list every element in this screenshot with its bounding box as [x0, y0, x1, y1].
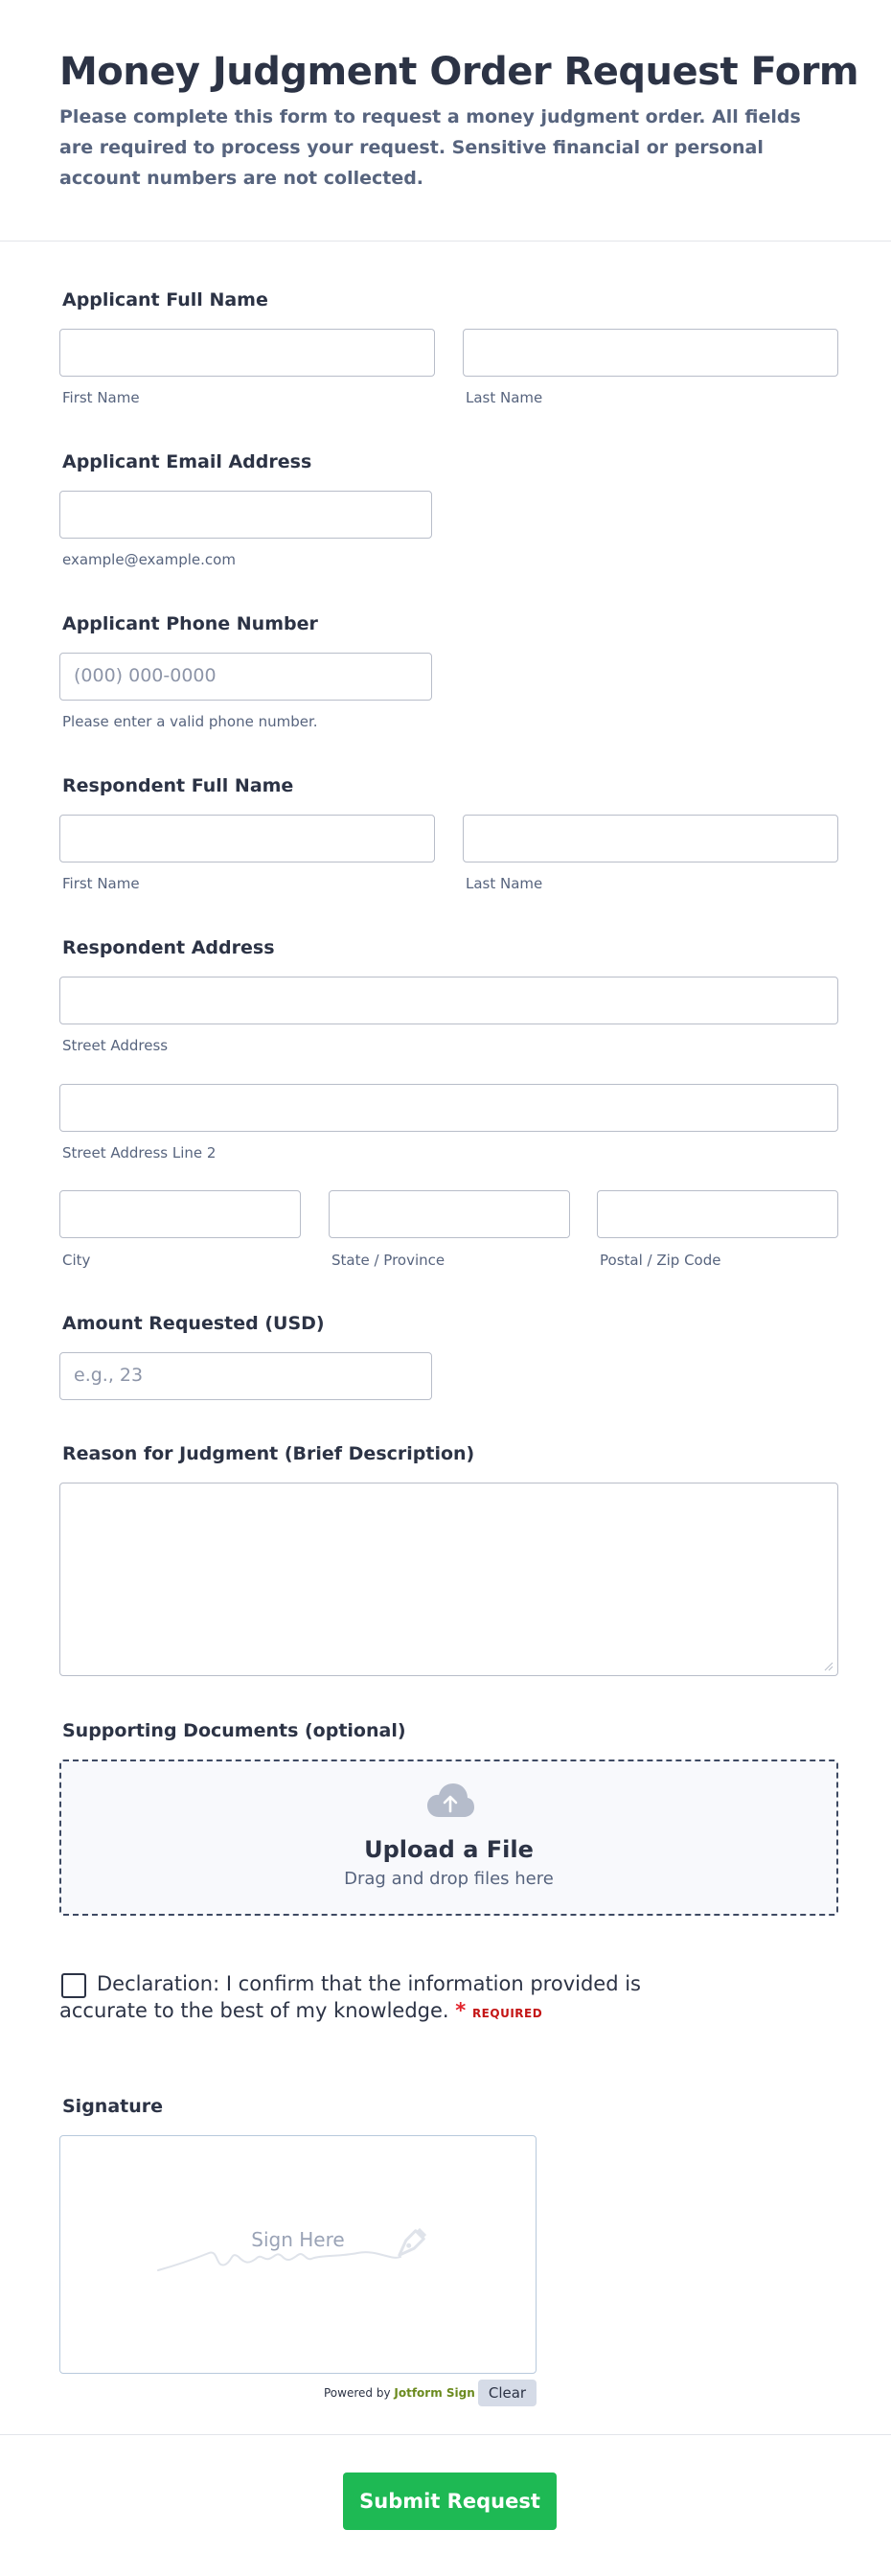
footer-divider: [0, 2434, 891, 2435]
reason-label: Reason for Judgment (Brief Description): [62, 1443, 475, 1464]
state-sublabel: State / Province: [331, 1252, 446, 1269]
applicant-email-input[interactable]: [59, 491, 432, 539]
file-upload-dropzone[interactable]: [59, 1760, 838, 1916]
applicant-email-sublabel: example@example.com: [62, 551, 236, 568]
respondent-address-label: Respondent Address: [62, 937, 275, 958]
resize-handle-icon[interactable]: [824, 1662, 834, 1671]
street-address-line2-input[interactable]: [59, 1084, 838, 1132]
applicant-first-name-input[interactable]: [59, 329, 435, 377]
state-input[interactable]: [329, 1190, 570, 1238]
respondent-first-name-sublabel: First Name: [62, 875, 140, 892]
page-title: Money Judgment Order Request Form: [59, 50, 859, 94]
applicant-last-name-input[interactable]: [463, 329, 838, 377]
form-description: Please complete this form to request a money judgment order. All fields are required to process your request. Sensitive financial or personal account numbers are not collected.: [59, 106, 801, 189]
respondent-last-name-input[interactable]: [463, 815, 838, 862]
powered-by-brand[interactable]: Jotform Sign: [394, 2386, 475, 2400]
applicant-phone-placeholder: (000) 000-0000: [74, 665, 217, 686]
required-asterisk: *: [455, 1999, 467, 2022]
documents-label: Supporting Documents (optional): [62, 1720, 406, 1741]
applicant-phone-label: Applicant Phone Number: [62, 613, 318, 634]
applicant-first-name-sublabel: First Name: [62, 389, 140, 406]
amount-label: Amount Requested (USD): [62, 1313, 325, 1334]
street-address-line2-sublabel: Street Address Line 2: [62, 1144, 217, 1162]
street-address-sublabel: Street Address: [62, 1037, 169, 1054]
required-label: REQUIRED: [471, 2007, 543, 2020]
applicant-phone-sublabel: Please enter a valid phone number.: [62, 713, 318, 730]
street-address-input[interactable]: [59, 977, 838, 1024]
respondent-first-name-input[interactable]: [59, 815, 435, 862]
applicant-name-label: Applicant Full Name: [62, 289, 268, 310]
header-divider: [0, 241, 891, 242]
clear-signature-button[interactable]: Clear: [478, 2380, 537, 2406]
zip-sublabel: Postal / Zip Code: [600, 1252, 721, 1269]
pen-nib-icon: [386, 2224, 430, 2268]
zip-input[interactable]: [597, 1190, 838, 1238]
declaration-text-block: [59, 1970, 730, 2027]
powered-by-text: [324, 2386, 475, 2400]
upload-subtitle: Drag and drop files here: [344, 1869, 554, 1889]
submit-button[interactable]: Submit Request: [343, 2472, 557, 2530]
signature-placeholder: Sign Here: [251, 2228, 345, 2251]
reason-textarea[interactable]: [59, 1483, 838, 1676]
city-input[interactable]: [59, 1190, 301, 1238]
powered-by-prefix: Powered by: [324, 2386, 391, 2400]
declaration-text: Declaration: I confirm that the information provided is accurate to the best of my knowledge.: [59, 1972, 641, 2022]
applicant-phone-input[interactable]: [59, 653, 432, 701]
city-sublabel: City: [62, 1252, 91, 1269]
upload-title: Upload a File: [364, 1836, 534, 1863]
amount-input[interactable]: [59, 1352, 432, 1400]
respondent-name-label: Respondent Full Name: [62, 775, 294, 796]
respondent-last-name-sublabel: Last Name: [466, 875, 543, 892]
applicant-last-name-sublabel: Last Name: [466, 389, 543, 406]
amount-placeholder: e.g., 23: [74, 1365, 144, 1386]
cloud-upload-icon: [426, 1782, 474, 1819]
signature-label: Signature: [62, 2096, 164, 2117]
signature-pad[interactable]: [59, 2135, 537, 2374]
applicant-email-label: Applicant Email Address: [62, 451, 312, 472]
